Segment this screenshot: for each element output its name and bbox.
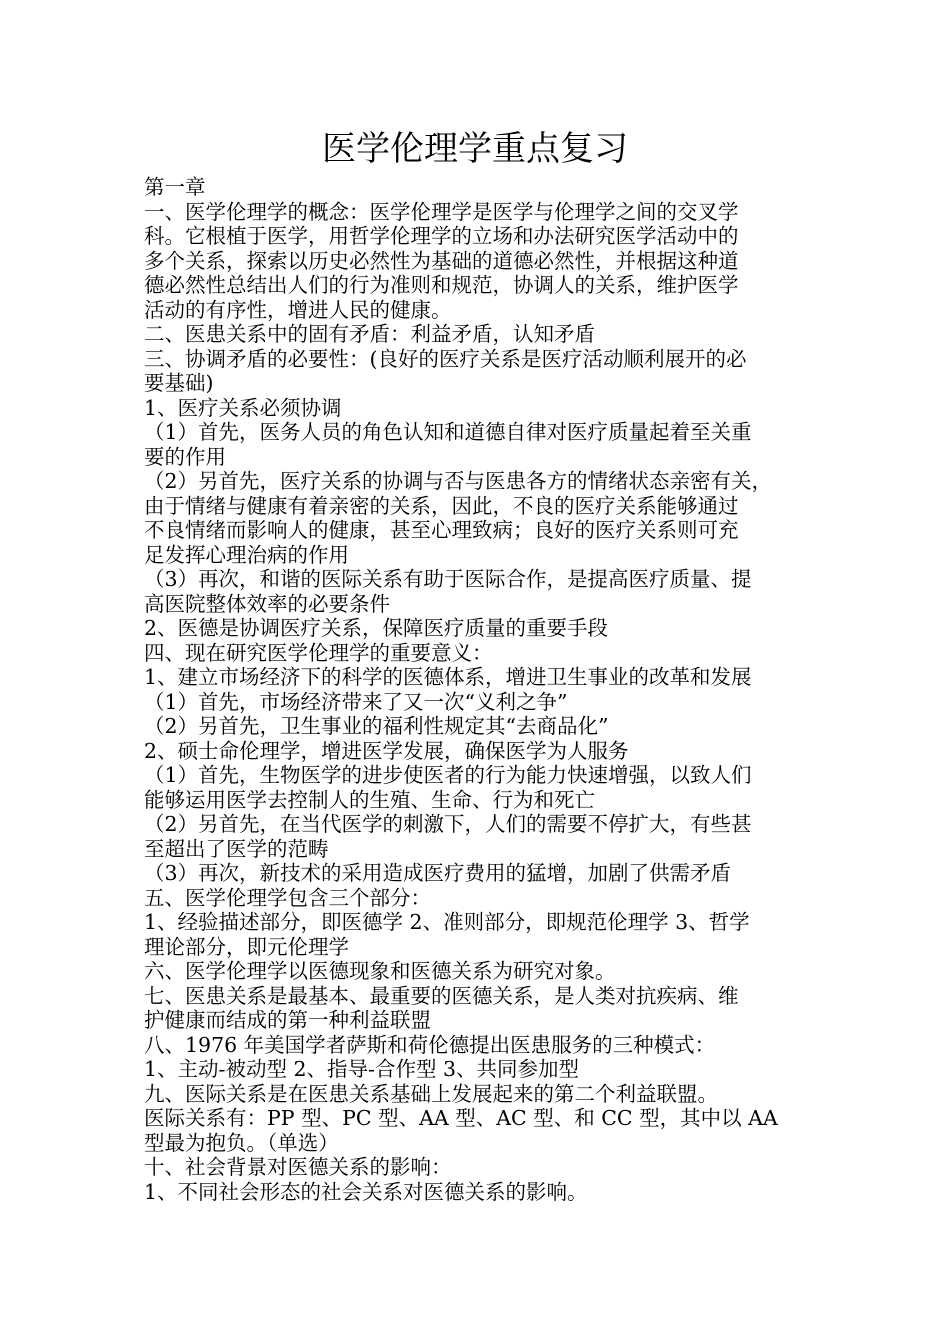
text-line: 1、建立市场经济下的科学的医德体系，增进卫生事业的改革和发展 [144, 665, 752, 689]
text-line: 能够运用医学去控制人的生殖、生命、行为和死亡 [144, 787, 595, 812]
text-line: 七、医患关系是最基本、最重要的医德关系，是人类对抗疾病、维 [144, 983, 739, 1008]
text-line: 护健康而结成的第一种利益联盟 [144, 1008, 431, 1032]
text-line: 多个关系，探索以历史必然性为基础的道德必然性，并根据这种道 [144, 248, 739, 273]
text-line: 五、医学伦理学包含三个部分： [144, 885, 431, 910]
text-line: 1、经验描述部分，即医德学 2、准则部分，即规范伦理学 3、哲学 [144, 910, 750, 934]
text-line: 由于情绪与健康有着亲密的关系，因此，不良的医疗关系能够通过 [144, 493, 739, 518]
text-line: 一、医学伦理学的概念：医学伦理学是医学与伦理学之间的交叉学 [144, 199, 739, 224]
text-line: （3）再次，和谐的医际关系有助于医际合作，是提高医疗质量、提 [144, 567, 752, 591]
text-line: （3）再次，新技术的采用造成医疗费用的猛增，加剧了供需矛盾 [144, 861, 732, 885]
text-line: 三、协调矛盾的必要性：(良好的医疗关系是医疗活动顺利展开的必 [144, 346, 747, 371]
text-line: 四、现在研究医学伦理学的重要意义： [144, 640, 493, 665]
text-line: 二、医患关系中的固有矛盾：利益矛盾，认知矛盾 [144, 322, 595, 346]
text-line: 九、医际关系是在医患关系基础上发展起来的第二个利益联盟。 [144, 1081, 718, 1106]
text-line: 活动的有序性，增进人民的健康。 [144, 297, 452, 322]
text-line: 足发挥心理治病的作用 [144, 542, 349, 567]
text-line: 不良情绪而影响人的健康，甚至心理致病；良好的医疗关系则可充 [144, 518, 739, 542]
text-line: （2）另首先，在当代医学的刺激下，人们的需要不停扩大，有些甚 [144, 812, 752, 836]
text-line: 1、不同社会形态的社会关系对医德关系的影响。 [144, 1179, 588, 1204]
text-line: 医际关系有：PP 型、PC 型、AA 型、AC 型、和 CC 型，其中以 AA [144, 1106, 778, 1130]
text-line: （2）另首先，卫生事业的福利性规定其“去商品化” [144, 714, 609, 738]
text-line: 至超出了医学的范畴 [144, 836, 329, 861]
text-line: 2、硕士命伦理学，增进医学发展，确保医学为人服务 [144, 738, 629, 763]
text-line: 科。它根植于医学，用哲学伦理学的立场和办法研究医学活动中的 [144, 224, 739, 248]
text-line: 要基础) [144, 371, 214, 395]
text-line: 理论部分，即元伦理学 [144, 934, 349, 959]
text-line: 八、1976 年美国学者萨斯和荷伦德提出医患服务的三种模式： [144, 1032, 716, 1057]
text-line: 1、主动-被动型 2、指导-合作型 3、共同参加型 [144, 1057, 580, 1081]
document-title: 医学伦理学重点复习 [322, 129, 628, 169]
text-line: 要的作用 [144, 444, 226, 469]
text-line: （2）另首先，医疗关系的协调与否与医患各方的情绪状态亲密有关， [144, 469, 773, 493]
text-line: 第一章 [144, 175, 206, 199]
text-line: 六、医学伦理学以医德现象和医德关系为研究对象。 [144, 959, 616, 983]
text-line: 十、社会背景对医德关系的影响： [144, 1155, 452, 1179]
text-line: 高医院整体效率的必要条件 [144, 591, 390, 616]
text-line: 型最为抱负。（单选） [144, 1130, 339, 1155]
text-line: （1）首先，医务人员的角色认知和道德自律对医疗质量起着至关重 [144, 420, 752, 444]
document-body [144, 175, 812, 1204]
text-line: （1）首先，生物医学的进步使医者的行为能力快速增强，以致人们 [144, 763, 752, 787]
text-line: 1、医疗关系必须协调 [144, 395, 342, 420]
text-line: 德必然性总结出人们的行为准则和规范，协调人的关系，维护医学 [144, 273, 739, 297]
text-line: 2、医德是协调医疗关系，保障医疗质量的重要手段 [144, 616, 609, 640]
text-line: （1）首先，市场经济带来了又一次“义利之争” [144, 689, 568, 714]
